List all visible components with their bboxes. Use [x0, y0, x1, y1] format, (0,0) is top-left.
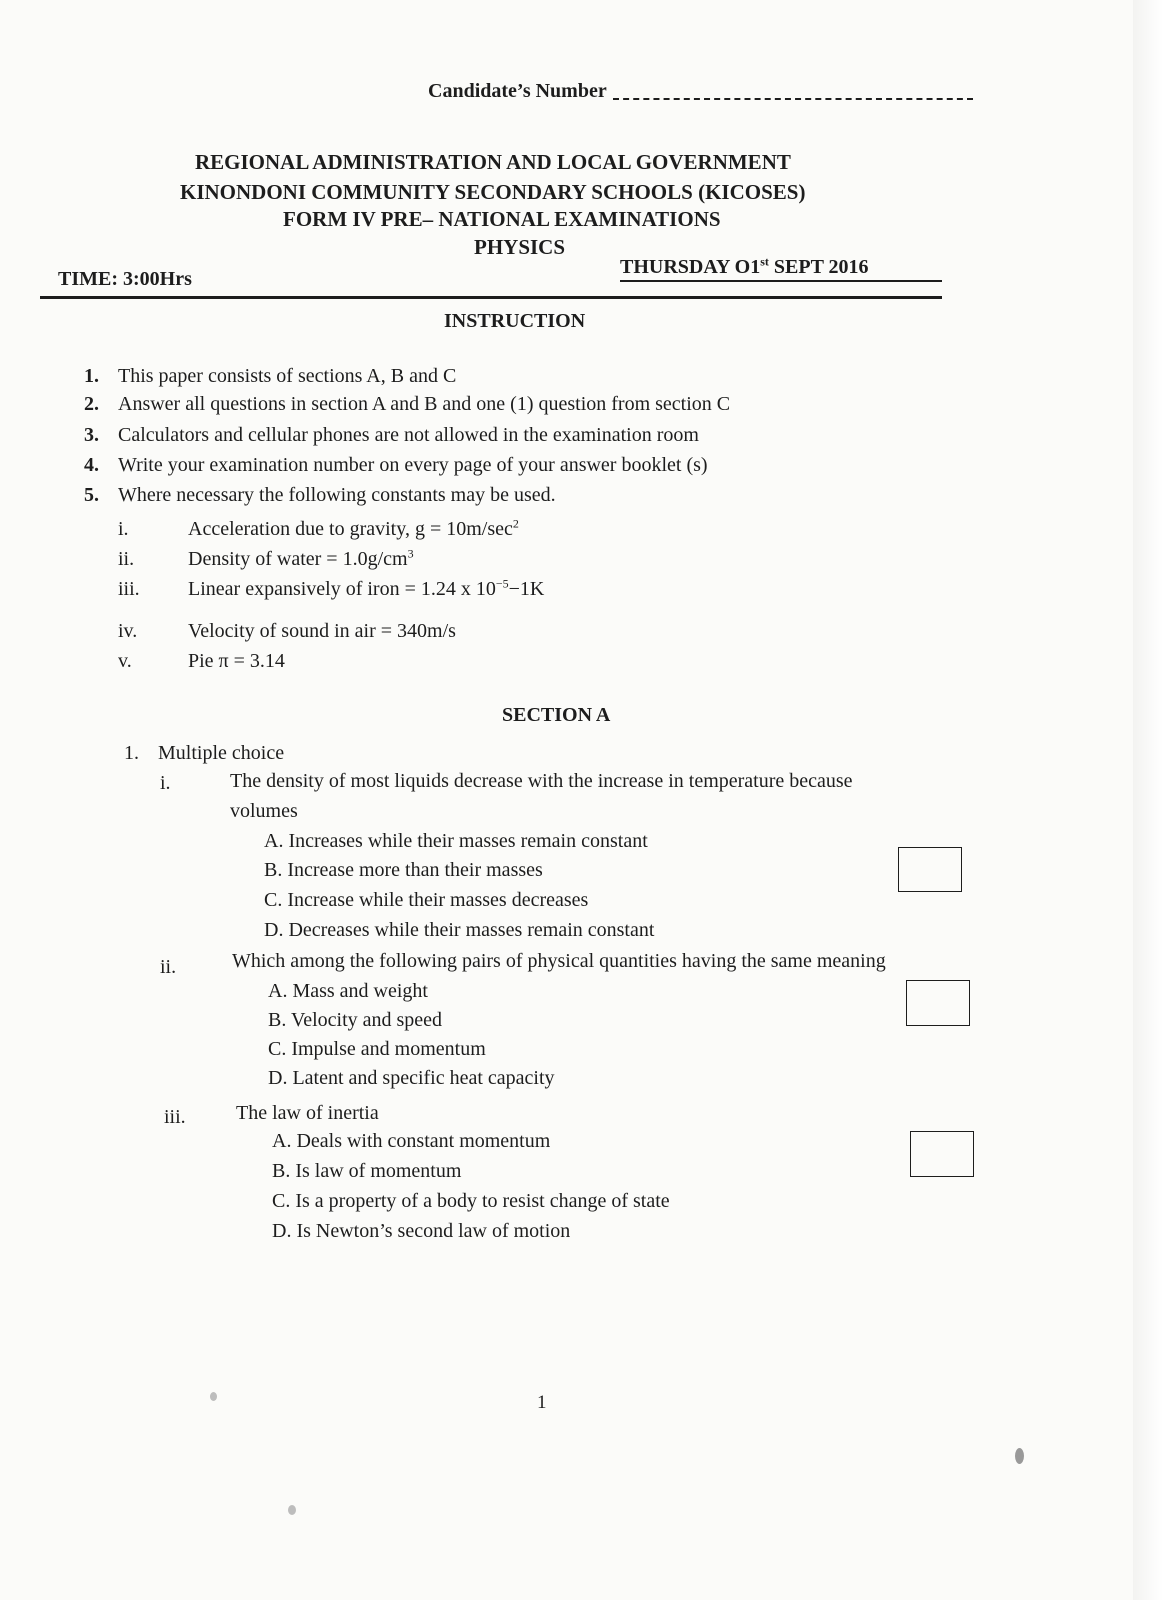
option-c: C. Increase while their masses decreases — [264, 889, 589, 911]
option-d: D. Is Newton’s second law of motion — [272, 1220, 571, 1242]
title-line-3: FORM IV PRE– NATIONAL EXAMINATIONS — [283, 207, 721, 231]
question-number: iii. — [164, 1106, 186, 1128]
constant-pi: v. Pie π = 3.14 — [118, 650, 285, 672]
option-b: B. Is law of momentum — [272, 1160, 462, 1182]
instruction-item: 5. Where necessary the following constants may be used. — [84, 484, 556, 506]
candidate-number-blank — [613, 84, 973, 100]
constant-water-density: ii. Density of water = $1.0g/cm^3$ — [118, 546, 414, 570]
exam-time: TIME: 3:00Hrs — [58, 268, 192, 290]
scan-speck — [1015, 1448, 1024, 1464]
option-d: D. Latent and specific heat capacity — [268, 1067, 555, 1089]
constant-iron-expansivity: iii. Linear expansively of iron = 1.24 x $10^{-5}-1K$ — [118, 576, 545, 600]
scan-speck — [210, 1392, 217, 1401]
option-a: A. Deals with constant momentum — [272, 1130, 551, 1152]
exam-date: THURSDAY O1st SEPT 2016 — [620, 254, 869, 278]
answer-box[interactable] — [898, 847, 962, 892]
option-b: B. Increase more than their masses — [264, 859, 543, 881]
answer-box[interactable] — [910, 1131, 974, 1177]
constant-sound-velocity: iv. Velocity of sound in air = 340m/s — [118, 620, 456, 642]
title-line-1: REGIONAL ADMINISTRATION AND LOCAL GOVERNMENT — [195, 150, 791, 174]
date-underline — [620, 280, 942, 282]
subject-title: PHYSICS — [474, 235, 566, 259]
instruction-heading: INSTRUCTION — [444, 310, 586, 332]
option-c: C. Impulse and momentum — [268, 1038, 486, 1060]
question-number: i. — [160, 772, 171, 794]
header-divider — [40, 296, 942, 299]
constant-gravity: i. Acceleration due to gravity, $g = 10m/\sec^2$ — [118, 516, 519, 540]
instruction-item: 4. Write your examination number on every page of your answer booklet (s) — [84, 454, 708, 476]
option-a: A. Increases while their masses remain constant — [264, 830, 648, 852]
question-text: volumes — [230, 800, 298, 822]
answer-box[interactable] — [906, 980, 970, 1026]
candidate-number-label: Candidate’s Number — [428, 80, 607, 102]
option-a: A. Mass and weight — [268, 980, 428, 1002]
question-number: ii. — [160, 956, 177, 978]
question-text: The law of inertia — [236, 1102, 379, 1124]
title-line-2: KINONDONI COMMUNITY SECONDARY SCHOOLS (KICOSES) — [180, 180, 806, 204]
question-text: Which among the following pairs of physical quantities having the same meaning — [232, 950, 886, 972]
paper-edge — [1133, 0, 1163, 1600]
section-a-heading: SECTION A — [502, 704, 611, 726]
scan-speck — [288, 1505, 296, 1515]
instruction-item: 3. Calculators and cellular phones are not allowed in the examination room — [84, 424, 699, 446]
question-1-label: 1. Multiple choice — [124, 742, 285, 764]
candidate-number-line — [428, 80, 973, 103]
option-b: B. Velocity and speed — [268, 1009, 443, 1031]
option-d: D. Decreases while their masses remain constant — [264, 919, 655, 941]
page-number: 1 — [537, 1392, 547, 1413]
instruction-item: 2. Answer all questions in section A and B and one (1) question from section C — [84, 393, 731, 415]
instruction-item: 1. This paper consists of sections A, B and C — [84, 365, 457, 387]
question-text: The density of most liquids decrease with the increase in temperature because — [230, 770, 853, 792]
option-c: C. Is a property of a body to resist change of state — [272, 1190, 670, 1212]
